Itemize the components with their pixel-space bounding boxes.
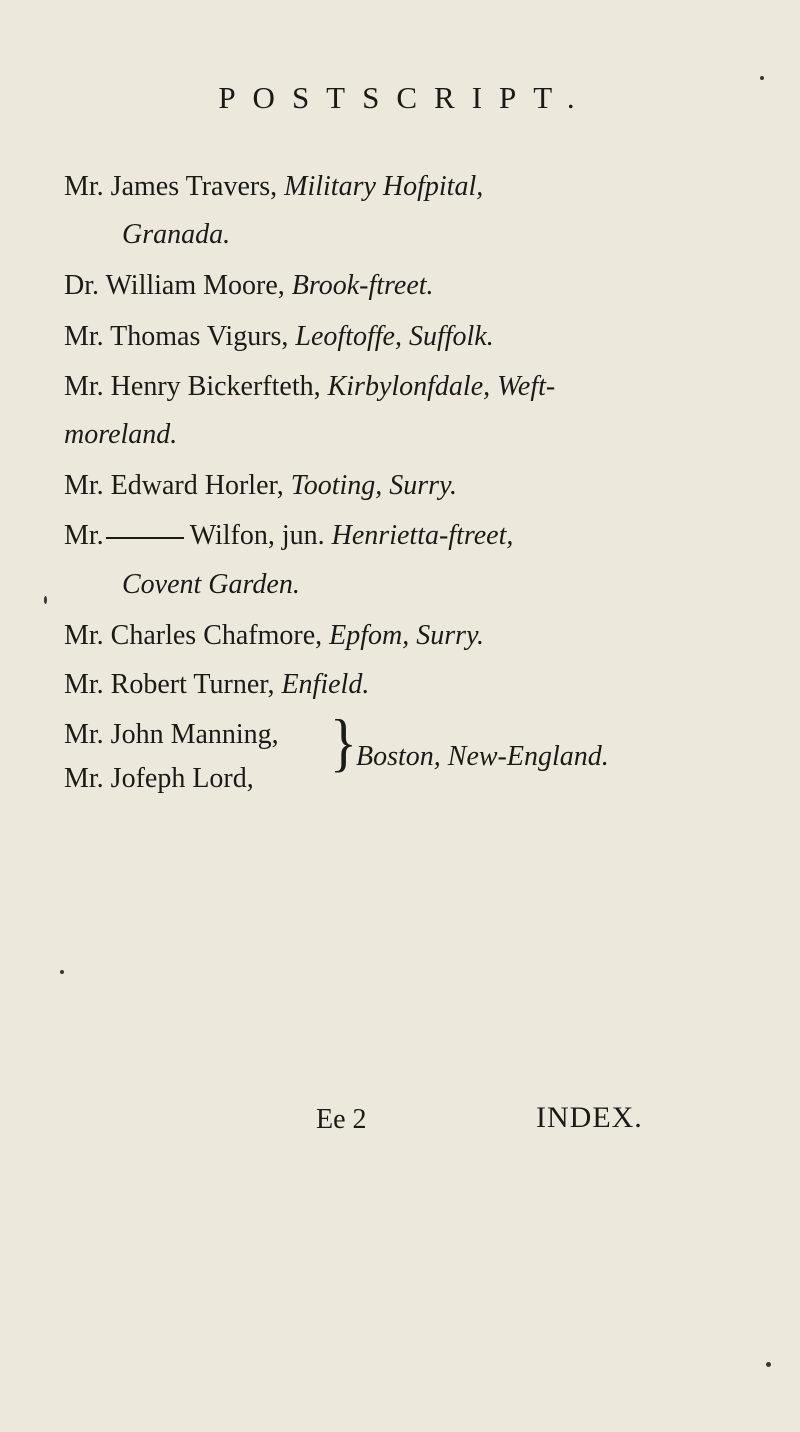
catchword: INDEX. <box>536 1101 643 1134</box>
grouped-name: Mr. John Manning, <box>64 719 279 750</box>
page-heading: POSTSCRIPT. <box>218 80 592 115</box>
list-entry <box>64 319 494 355</box>
list-entry <box>64 169 483 205</box>
entry-name: Mr. James Travers, <box>64 171 278 202</box>
grouped-place: Boston, New-England. <box>356 741 609 772</box>
entry-place: Epfom, Surry. <box>329 620 484 651</box>
list-entry <box>64 667 369 703</box>
entry-name: Dr. William Moore, <box>64 270 285 301</box>
name-dash <box>106 537 184 539</box>
entry-continuation: moreland. <box>64 419 178 450</box>
entry-place: Military Hofpital, <box>284 171 484 202</box>
entry-name: Mr. Thomas Vigurs, <box>64 321 289 352</box>
entry-name: Mr. Charles Chafmore, <box>64 620 323 651</box>
list-entry <box>64 518 513 554</box>
list-entry <box>64 468 457 504</box>
paper-speck <box>760 76 764 80</box>
entry-name: Mr. Henry Bickerfteth, <box>64 371 321 402</box>
paper-speck <box>766 1362 771 1367</box>
signature-mark: Ee 2 <box>316 1104 367 1135</box>
entry-name: Mr. Robert Turner, <box>64 669 275 700</box>
entry-continuation: Covent Garden. <box>122 569 300 600</box>
entry-place: Enfield. <box>281 669 370 700</box>
entry-continuation: Granada. <box>122 219 231 250</box>
list-entry <box>64 268 434 304</box>
grouped-name: Mr. Jofeph Lord, <box>64 763 254 794</box>
paper-speck <box>44 596 47 604</box>
entry-place: Leoftoffe, Suffolk. <box>295 321 494 352</box>
list-entry <box>64 369 555 405</box>
entry-name: Wilfon, jun. <box>189 520 325 551</box>
entry-place: Henrietta-ftreet, <box>331 520 514 551</box>
entry-prefix: Mr. <box>64 520 104 551</box>
entry-place: Brook-ftreet. <box>291 270 434 301</box>
entry-place: Kirbylonfdale, Weft- <box>327 371 556 402</box>
paper-speck <box>60 970 64 974</box>
list-entry <box>64 618 484 654</box>
grouping-brace: } <box>330 707 357 779</box>
entry-place: Tooting, Surry. <box>290 470 457 501</box>
entry-name: Mr. Edward Horler, <box>64 470 284 501</box>
